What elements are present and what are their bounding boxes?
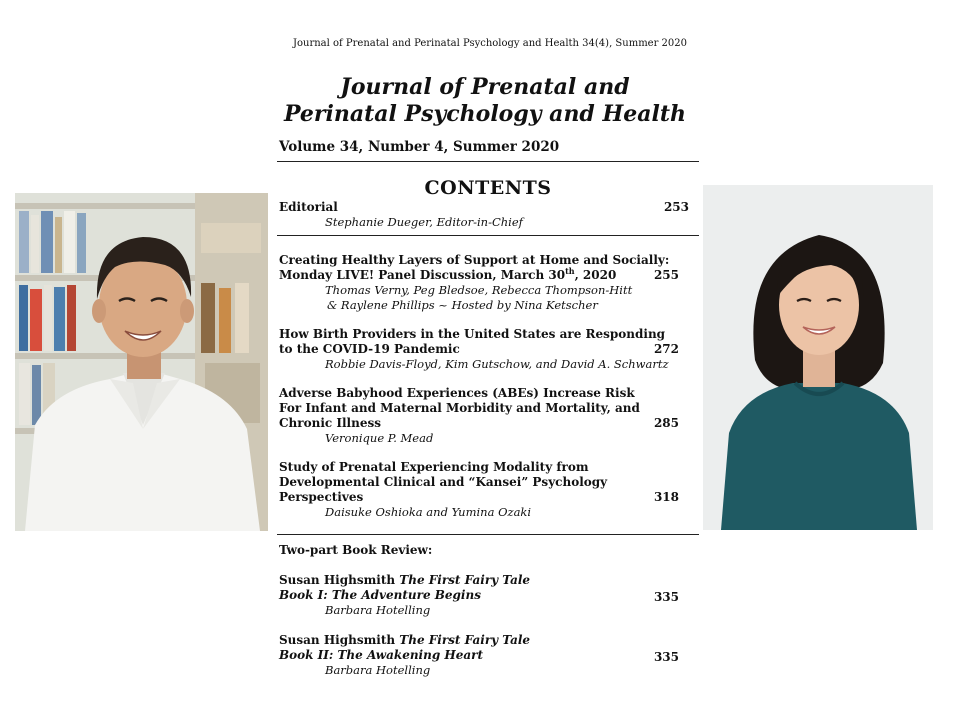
book-review-heading (279, 543, 689, 558)
author-photo-left (15, 193, 268, 531)
divider (277, 235, 699, 236)
toc-entry-page: 335 (653, 650, 679, 664)
toc-entry-page: 255 (653, 268, 679, 282)
running-head: Journal of Prenatal and Perinatal Psychology and Health 34(4), Summer 2020 (292, 38, 688, 49)
book-review-entry (279, 573, 689, 618)
author-photo-right (703, 185, 933, 530)
toc-entry-title-line: Perspectives (279, 490, 364, 504)
toc-entry-page: 318 (653, 490, 679, 504)
toc-entry-page: 272 (653, 342, 679, 356)
toc-entry-authors-line: Daisuke Oshioka and Yumina Ozaki (325, 505, 532, 519)
superscript: th (565, 266, 575, 276)
book-review-subtitle: Book II: The Awakening Heart (279, 648, 484, 662)
book-review-subtitle: Book I: The Adventure Begins (279, 588, 481, 602)
toc-entry-page: 285 (653, 416, 679, 430)
toc-entry-title-line: Adverse Babyhood Experiences (ABEs) Increase Risk (279, 386, 635, 400)
book-review-title: The First Fairy Tale (399, 633, 531, 647)
toc-entry-title-line: Study of Prenatal Experiencing Modality from (279, 460, 589, 474)
toc-entry-page: 253 (663, 200, 689, 214)
toc-entry-authors-line: Veronique P. Mead (325, 431, 434, 445)
book-review-author: Susan Highsmith (279, 633, 400, 647)
toc-entry-title-line: How Birth Providers in the United States are Responding (279, 327, 666, 341)
divider (277, 534, 699, 535)
toc-entry-editorial (279, 200, 689, 230)
book-review-entry (279, 633, 689, 678)
title-text-end: , 2020 (574, 268, 617, 282)
toc-entry-title-line: Chronic Illness (279, 416, 381, 430)
contents-heading: CONTENTS (424, 177, 552, 199)
toc-entry-authors: Stephanie Dueger, Editor-in-Chief (325, 215, 523, 229)
volume-line: Volume 34, Number 4, Summer 2020 (279, 139, 560, 155)
toc-entry-title-line: For Infant and Maternal Morbidity and Mortality, and (279, 401, 640, 415)
book-review-title-line (279, 633, 689, 648)
book-review-heading-text: Two-part Book Review: (279, 543, 433, 557)
toc-entry-title-line: to the COVID-19 Pandemic (279, 342, 460, 356)
toc-entry-authors-line: & Raylene Phillips ~ Hosted by Nina Ketscher (327, 298, 598, 312)
book-review-title: The First Fairy Tale (399, 573, 531, 587)
toc-entry-authors-line: Robbie Davis-Floyd, Kim Gutschow, and David A. Schwartz (325, 357, 669, 371)
book-review-reviewer: Barbara Hotelling (325, 603, 431, 617)
toc-entry (279, 386, 689, 446)
divider (277, 161, 699, 162)
toc-entry-title-line (279, 268, 689, 283)
book-review-author: Susan Highsmith (279, 573, 400, 587)
toc-entry-title-line: Creating Healthy Layers of Support at Home and Socially: (279, 253, 670, 267)
toc-entry (279, 327, 689, 372)
journal-title-line-1: Journal of Prenatal and (340, 74, 630, 100)
journal-title-line-2: Perinatal Psychology and Health (283, 101, 687, 127)
toc-entry (279, 253, 689, 313)
toc-entry-page: 335 (653, 590, 679, 604)
toc-entry (279, 460, 689, 520)
journal-title (270, 74, 700, 128)
toc-entry-authors-line: Thomas Verny, Peg Bledsoe, Rebecca Thompson-Hitt (325, 283, 633, 297)
toc-entry-title: Editorial (279, 200, 338, 214)
title-text: Monday LIVE! Panel Discussion, March 30 (279, 268, 566, 282)
book-review-title-line (279, 573, 689, 588)
toc-entry-title-line: Developmental Clinical and “Kansei” Psychology (279, 475, 608, 489)
book-review-reviewer: Barbara Hotelling (325, 663, 431, 677)
